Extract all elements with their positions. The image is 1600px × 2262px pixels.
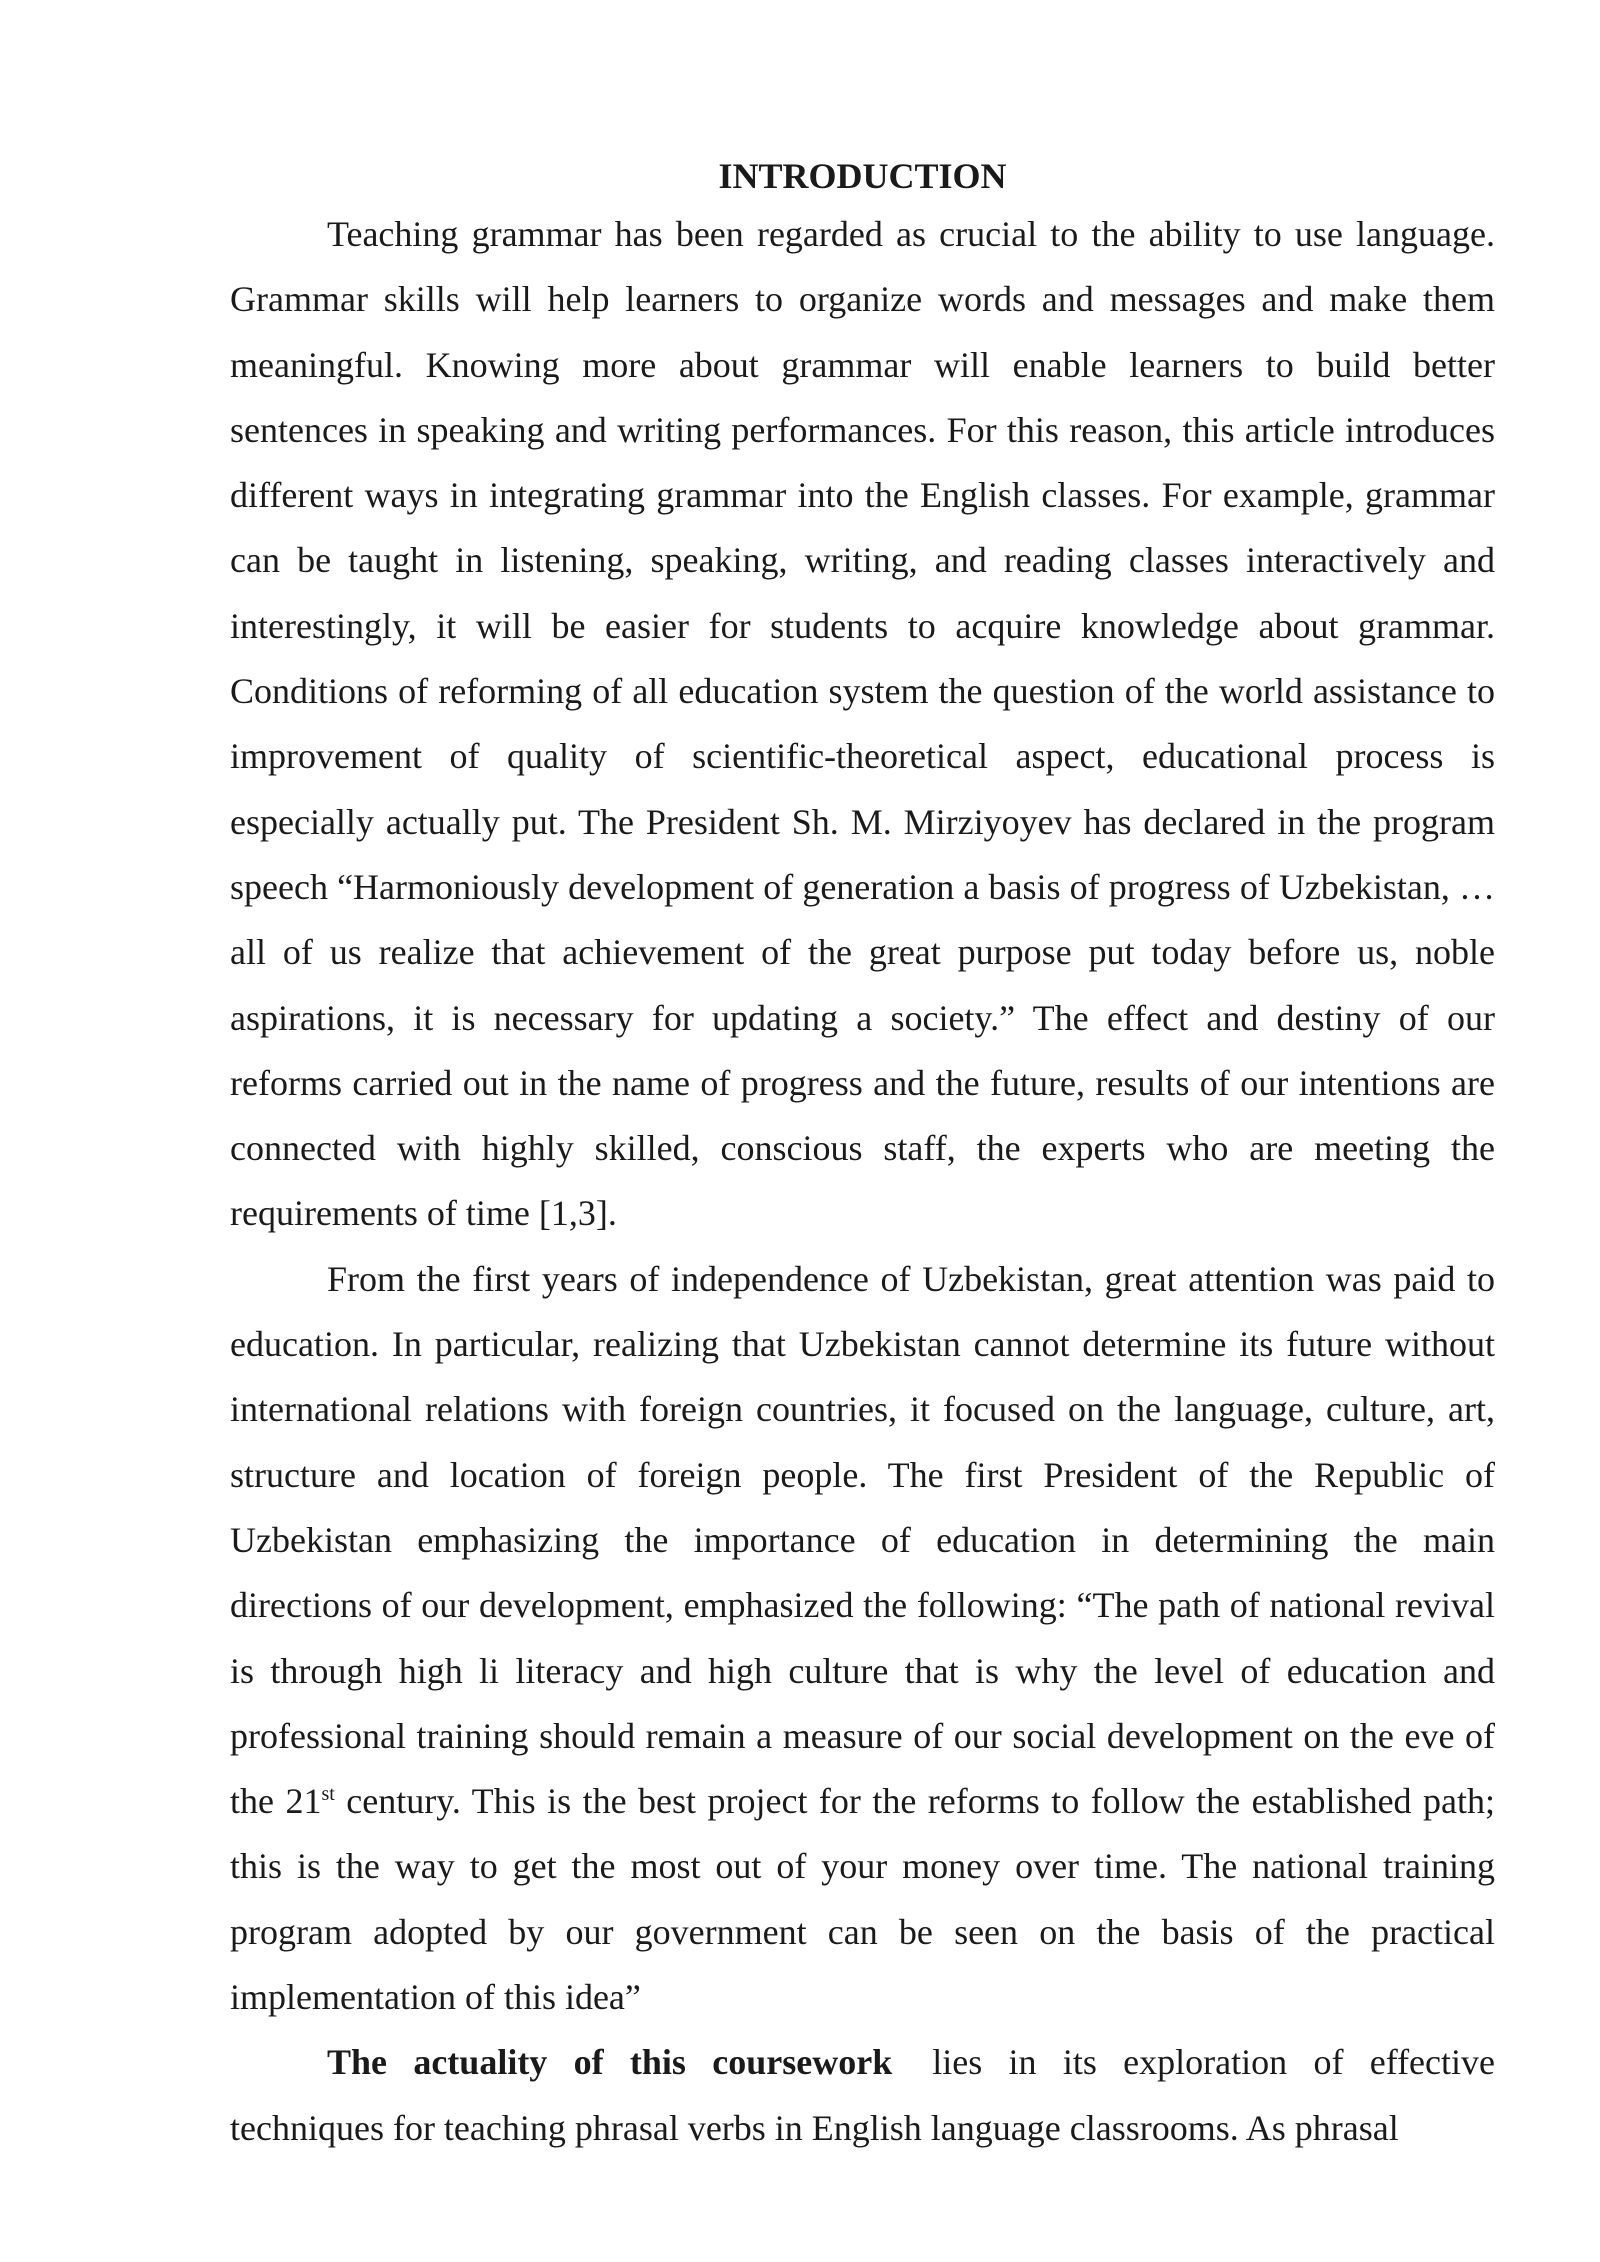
paragraph-text-continued: century. This is the best project for the reforms to follow the established path; this is the way to get the most out of your money over time. The national training program adopted by our government can be seen on the basis of the practical implementation of this idea” [230,1781,1495,2018]
actuality-text: lies in its exploration of effective techniques for teaching phrasal verbs in English language classrooms. As phrasal [230,2042,1495,2148]
paragraph-text: From the first years of independence of Uzbekistan, great attention was paid to education. In particular, realizing that Uzbekistan cannot determine its future without international relations with foreign countries, it focused on the language, culture, art, structure and location of foreign people. The first President of the Republic of Uzbekistan emphasizing the importance of education in determining the main directions of our development, emphasized the following: “The path of national revival is through high li literacy and high culture that is why the level of education and professional training should remain a measure of our social development on the eve of the 21 [230,1258,1495,1822]
section-heading: INTRODUCTION [718,156,1007,196]
paragraph-actuality [230,2030,1495,2161]
paragraph-independence-education [230,1247,1495,2031]
ordinal-superscript: st [321,1783,335,1806]
paragraph-grammar-teaching: Teaching grammar has been regarded as crucial to the ability to use language. Grammar skills will help learners to organize words and messages and make them meaningful. Knowing more about grammar will enable learners to build better sentences in speaking and writing performances. For this reason, this article introduces different ways in integrating grammar into the English classes. For example, grammar can be taught in listening, speaking, writing, and reading classes interactively and interestingly, it will be easier for students to acquire knowledge about grammar. Conditions of reforming of all education system the question of the world assistance to improvement of quality of scientific-theoretical aspect, educational process is especially actually put. The President Sh. M. Mirziyoyev has declared in the program speech “Harmoniously development of generation a basis of progress of Uzbekistan, …all of us realize that achievement of the great purpose put today before us, noble aspirations, it is necessary for updating a society.” The effect and destiny of our reforms carried out in the name of progress and the future, results of our intentions are connected with highly skilled, conscious staff, the experts who are meeting the requirements of time [1,3]. [230,214,1495,1234]
document-body [230,150,1495,2161]
actuality-lead-phrase: The actuality of this coursework [327,2042,893,2083]
